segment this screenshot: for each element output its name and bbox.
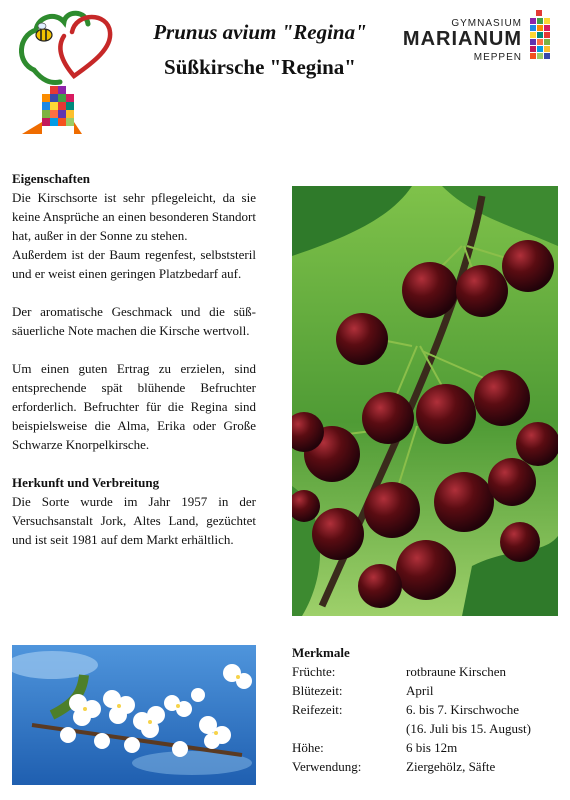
bee-icon [36, 23, 52, 41]
blossom-photo [12, 645, 256, 785]
merkmale-key: Reifezeit: [292, 702, 343, 717]
merkmale-value: 6 bis 12m [406, 740, 458, 755]
section-heading-herkunft: Herkunft und Verbreitung [12, 475, 160, 490]
merkmale-row [292, 700, 519, 719]
merkmale-row [292, 681, 433, 700]
paragraph-origin: Die Sorte wurde im Jahr 1957 in der Versuchsanstalt Jork, Altes Land, gezüchtet und ist seit 1981 auf dem Markt erhältlich. [12, 494, 256, 547]
paragraph-care: Die Kirschsorte ist sehr pflegeleicht, da sie keine Ansprüche an einen besonderen Standort hat, außer in der Sonne zu stehen. [12, 190, 256, 243]
paragraph-robustness: Außerdem ist der Baum regenfest, selbststeril und er weist einen geringen Platzbedarf auf. [12, 247, 256, 281]
merkmale-value: 6. bis 7. Kirschwoche [406, 702, 520, 717]
school-emblem-logo [12, 4, 120, 140]
merkmale-key: Blütezeit: [292, 683, 343, 698]
school-logo [396, 10, 556, 66]
school-city-label: MEPPEN [473, 52, 522, 63]
heart-icon [60, 17, 110, 76]
merkmale-row [292, 757, 495, 776]
tree-trunk-icon [34, 70, 60, 83]
merkmale-row [292, 662, 506, 681]
merkmale-value: Ziergehölz, Säfte [406, 759, 496, 774]
merkmale-row [292, 738, 457, 757]
merkmale-row [292, 719, 531, 738]
merkmale-key: Verwendung: [292, 759, 362, 774]
properties-section [12, 169, 256, 549]
page-title-german: Süßkirsche "Regina" [164, 55, 356, 79]
merkmale-value: April [406, 683, 434, 698]
school-tower-icon [526, 10, 554, 66]
section-heading-eigenschaften: Eigenschaften [12, 171, 90, 186]
merkmale-heading: Merkmale [292, 645, 350, 660]
merkmale-key: Früchte: [292, 664, 336, 679]
paragraph-taste: Der aromatische Geschmack und die süß-säuerliche Note machen die Kirsche wertvoll. [12, 304, 256, 338]
merkmale-value: (16. Juli bis 15. August) [406, 721, 531, 736]
page-title-latin: Prunus avium "Regina" [153, 20, 367, 44]
cherry-photo [292, 186, 558, 616]
school-name-label: MARIANUM [402, 28, 522, 50]
paragraph-pollinators: Um einen guten Ertrag zu erzielen, sind entsprechende spät blühende Befruchter erforderlich. Befruchter für die Regina sind beispielsweise die Alma, Erika oder Große Schwarze Knorpelkirsche. [12, 361, 256, 452]
merkmale-value: rotbraune Kirschen [406, 664, 506, 679]
colorful-tower-icon [22, 86, 82, 134]
school-type-label: GYMNASIUM [451, 18, 522, 29]
merkmale-key: Höhe: [292, 740, 324, 755]
